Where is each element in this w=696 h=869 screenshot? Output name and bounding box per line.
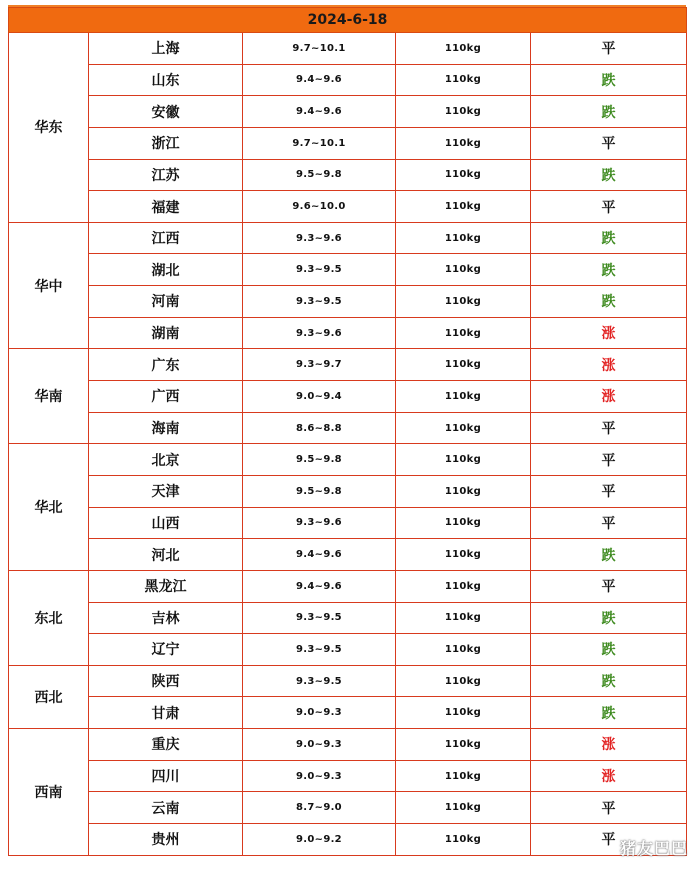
province-cell: 海南 xyxy=(89,412,243,444)
price-cell: 9.4~9.6 xyxy=(243,96,396,128)
weight-cell: 110kg xyxy=(396,412,531,444)
trend-cell: 平 xyxy=(531,191,687,223)
table-row xyxy=(9,792,687,824)
weight-cell: 110kg xyxy=(396,349,531,381)
table-row xyxy=(9,33,687,65)
province-cell: 上海 xyxy=(89,33,243,65)
region-cell: 西北 xyxy=(9,665,89,728)
trend-cell: 跌 xyxy=(531,254,687,286)
weight-cell: 110kg xyxy=(396,507,531,539)
province-cell: 广东 xyxy=(89,349,243,381)
trend-cell: 跌 xyxy=(531,64,687,96)
province-cell: 陕西 xyxy=(89,665,243,697)
price-cell: 9.5~9.8 xyxy=(243,475,396,507)
province-cell: 云南 xyxy=(89,792,243,824)
trend-cell: 涨 xyxy=(531,760,687,792)
province-cell: 湖北 xyxy=(89,254,243,286)
price-cell: 9.7~10.1 xyxy=(243,33,396,65)
price-cell: 9.3~9.5 xyxy=(243,602,396,634)
price-cell: 9.0~9.4 xyxy=(243,381,396,413)
province-cell: 山西 xyxy=(89,507,243,539)
weight-cell: 110kg xyxy=(396,159,531,191)
table-row xyxy=(9,729,687,761)
table-row xyxy=(9,191,687,223)
province-cell: 江苏 xyxy=(89,159,243,191)
weight-cell: 110kg xyxy=(396,317,531,349)
province-cell: 河北 xyxy=(89,539,243,571)
table-row xyxy=(9,507,687,539)
weight-cell: 110kg xyxy=(396,792,531,824)
trend-cell: 跌 xyxy=(531,634,687,666)
table-row xyxy=(9,317,687,349)
province-cell: 贵州 xyxy=(89,824,243,856)
table-row xyxy=(9,412,687,444)
trend-cell: 平 xyxy=(531,444,687,476)
trend-cell: 平 xyxy=(531,570,687,602)
price-cell: 9.3~9.5 xyxy=(243,665,396,697)
price-cell: 9.3~9.6 xyxy=(243,222,396,254)
trend-cell: 跌 xyxy=(531,602,687,634)
weight-cell: 110kg xyxy=(396,665,531,697)
weight-cell: 110kg xyxy=(396,254,531,286)
province-cell: 重庆 xyxy=(89,729,243,761)
province-cell: 辽宁 xyxy=(89,634,243,666)
price-cell: 9.5~9.8 xyxy=(243,159,396,191)
price-cell: 9.4~9.6 xyxy=(243,570,396,602)
weight-cell: 110kg xyxy=(396,64,531,96)
price-cell: 9.3~9.5 xyxy=(243,286,396,318)
table-row xyxy=(9,760,687,792)
weight-cell: 110kg xyxy=(396,729,531,761)
weight-cell: 110kg xyxy=(396,697,531,729)
weight-cell: 110kg xyxy=(396,539,531,571)
price-cell: 8.6~8.8 xyxy=(243,412,396,444)
weight-cell: 110kg xyxy=(396,444,531,476)
trend-cell: 涨 xyxy=(531,349,687,381)
province-cell: 吉林 xyxy=(89,602,243,634)
price-table-body xyxy=(9,33,687,856)
table-row xyxy=(9,602,687,634)
price-cell: 9.7~10.1 xyxy=(243,127,396,159)
weight-cell: 110kg xyxy=(396,824,531,856)
province-cell: 安徽 xyxy=(89,96,243,128)
region-cell: 东北 xyxy=(9,570,89,665)
region-cell: 西南 xyxy=(9,729,89,856)
table-row xyxy=(9,539,687,571)
table-row xyxy=(9,127,687,159)
trend-cell: 平 xyxy=(531,127,687,159)
trend-cell: 涨 xyxy=(531,729,687,761)
table-row xyxy=(9,159,687,191)
trend-cell: 平 xyxy=(531,792,687,824)
price-cell: 9.5~9.8 xyxy=(243,444,396,476)
price-cell: 9.3~9.6 xyxy=(243,507,396,539)
province-cell: 浙江 xyxy=(89,127,243,159)
region-cell: 华东 xyxy=(9,33,89,223)
region-cell: 华中 xyxy=(9,222,89,349)
price-cell: 9.0~9.3 xyxy=(243,760,396,792)
province-cell: 广西 xyxy=(89,381,243,413)
date-header-row xyxy=(9,8,687,33)
price-cell: 9.3~9.5 xyxy=(243,634,396,666)
trend-cell: 涨 xyxy=(531,317,687,349)
weight-cell: 110kg xyxy=(396,381,531,413)
table-row xyxy=(9,286,687,318)
table-row xyxy=(9,64,687,96)
weight-cell: 110kg xyxy=(396,96,531,128)
trend-cell: 平 xyxy=(531,475,687,507)
weight-cell: 110kg xyxy=(396,33,531,65)
price-cell: 9.4~9.6 xyxy=(243,64,396,96)
trend-cell: 平 xyxy=(531,507,687,539)
price-cell: 9.3~9.6 xyxy=(243,317,396,349)
table-row xyxy=(9,222,687,254)
province-cell: 黑龙江 xyxy=(89,570,243,602)
watermark: 猪友巴巴 xyxy=(619,839,688,858)
province-cell: 江西 xyxy=(89,222,243,254)
province-cell: 四川 xyxy=(89,760,243,792)
weight-cell: 110kg xyxy=(396,286,531,318)
province-cell: 山东 xyxy=(89,64,243,96)
price-cell: 8.7~9.0 xyxy=(243,792,396,824)
weight-cell: 110kg xyxy=(396,222,531,254)
province-cell: 天津 xyxy=(89,475,243,507)
trend-cell: 跌 xyxy=(531,286,687,318)
province-cell: 河南 xyxy=(89,286,243,318)
weight-cell: 110kg xyxy=(396,760,531,792)
province-cell: 湖南 xyxy=(89,317,243,349)
table-row xyxy=(9,381,687,413)
province-cell: 北京 xyxy=(89,444,243,476)
table-row xyxy=(9,475,687,507)
trend-cell: 涨 xyxy=(531,381,687,413)
trend-cell: 跌 xyxy=(531,539,687,571)
price-cell: 9.0~9.3 xyxy=(243,729,396,761)
trend-cell: 跌 xyxy=(531,222,687,254)
table-row xyxy=(9,634,687,666)
weight-cell: 110kg xyxy=(396,634,531,666)
price-cell: 9.0~9.3 xyxy=(243,697,396,729)
date-header: 2024-6-18 xyxy=(9,8,687,33)
trend-cell: 平 xyxy=(531,824,687,856)
price-table xyxy=(8,7,687,856)
province-cell: 甘肃 xyxy=(89,697,243,729)
trend-cell: 跌 xyxy=(531,665,687,697)
region-cell: 华北 xyxy=(9,444,89,571)
price-cell: 9.4~9.6 xyxy=(243,539,396,571)
table-row xyxy=(9,824,687,856)
table-row xyxy=(9,570,687,602)
weight-cell: 110kg xyxy=(396,191,531,223)
table-row xyxy=(9,697,687,729)
price-cell: 9.3~9.5 xyxy=(243,254,396,286)
weight-cell: 110kg xyxy=(396,602,531,634)
table-row xyxy=(9,444,687,476)
province-cell: 福建 xyxy=(89,191,243,223)
table-row xyxy=(9,96,687,128)
trend-cell: 平 xyxy=(531,412,687,444)
price-sheet xyxy=(8,5,686,856)
price-cell: 9.3~9.7 xyxy=(243,349,396,381)
trend-cell: 跌 xyxy=(531,96,687,128)
table-row xyxy=(9,349,687,381)
trend-cell: 跌 xyxy=(531,159,687,191)
trend-cell: 平 xyxy=(531,33,687,65)
region-cell: 华南 xyxy=(9,349,89,444)
price-cell: 9.0~9.2 xyxy=(243,824,396,856)
trend-cell: 跌 xyxy=(531,697,687,729)
table-row xyxy=(9,665,687,697)
weight-cell: 110kg xyxy=(396,127,531,159)
weight-cell: 110kg xyxy=(396,570,531,602)
weight-cell: 110kg xyxy=(396,475,531,507)
price-cell: 9.6~10.0 xyxy=(243,191,396,223)
table-row xyxy=(9,254,687,286)
